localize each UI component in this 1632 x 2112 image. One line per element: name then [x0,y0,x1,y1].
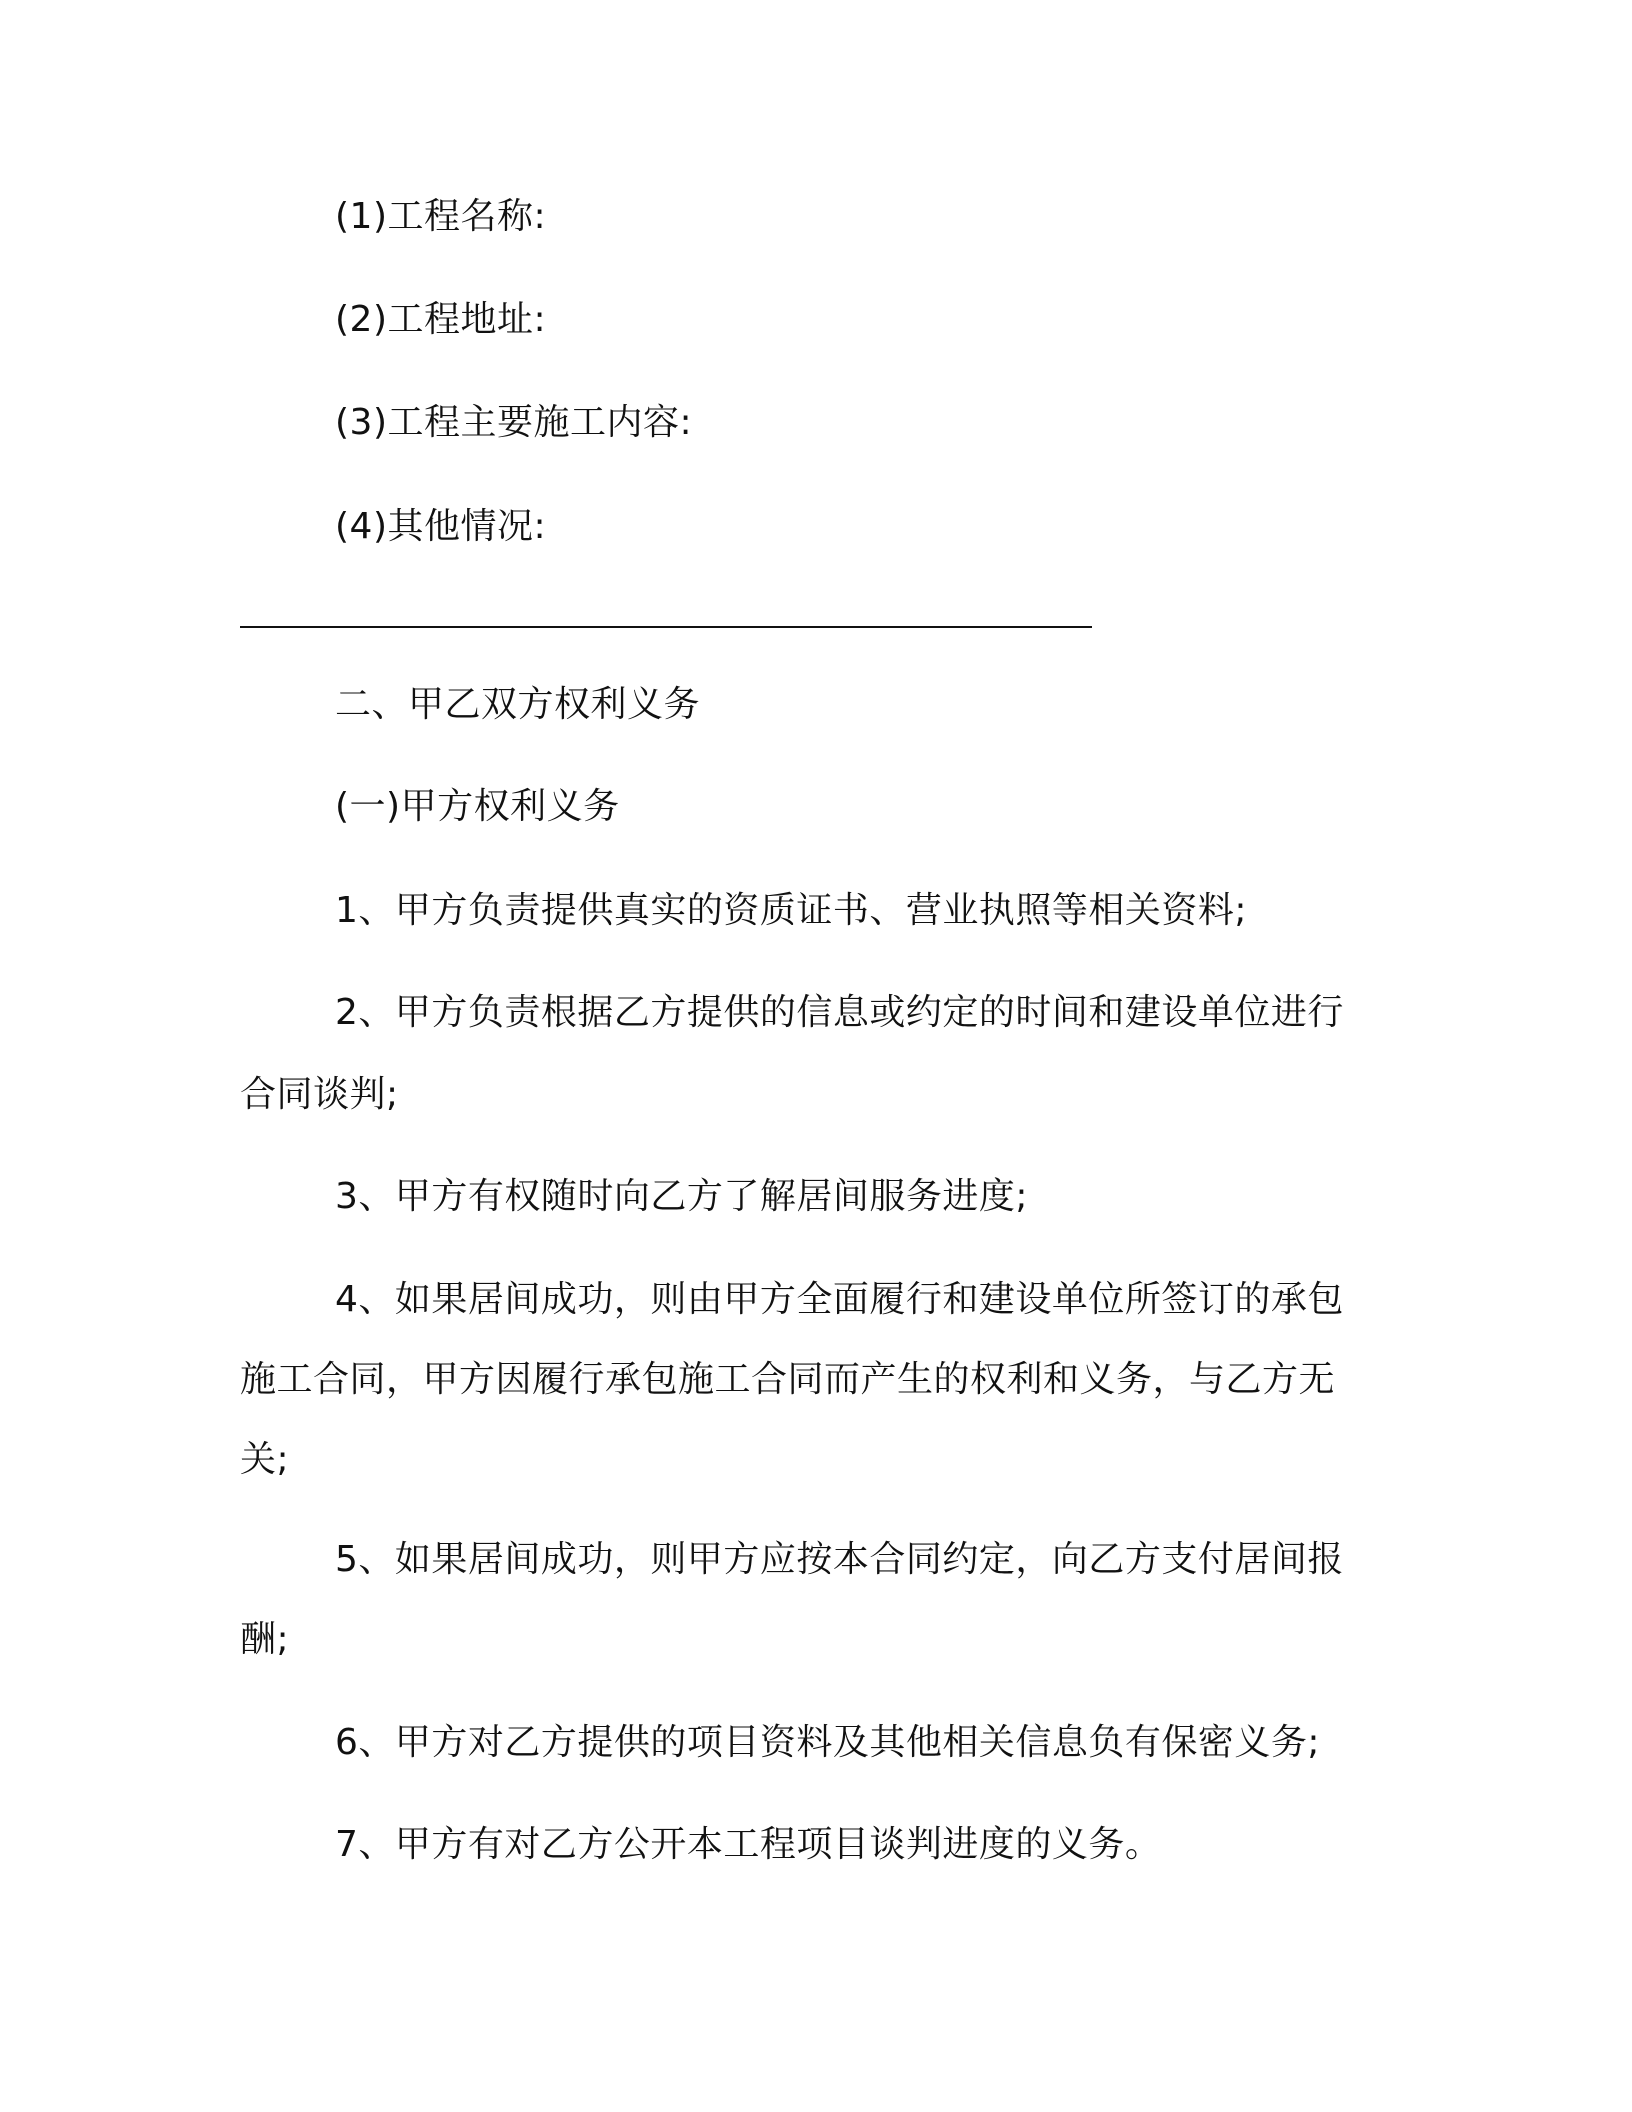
clause-5-line-2: 酬; [240,1619,290,1660]
clause-7: 7、甲方有对乙方公开本工程项目谈判进度的义务。 [335,1824,1162,1865]
clause-2-line-2: 合同谈判; [240,1074,399,1115]
project-address-label: (2)工程地址: [335,299,547,340]
blank-fill-line [240,626,1092,628]
clause-1: 1、甲方负责提供真实的资质证书、营业执照等相关资料; [335,890,1248,931]
project-other-label: (4)其他情况: [335,506,547,547]
clause-6: 6、甲方对乙方提供的项目资料及其他相关信息负有保密义务; [335,1722,1321,1763]
project-content-label: (3)工程主要施工内容: [335,402,693,443]
clause-2-line-1: 2、甲方负责根据乙方提供的信息或约定的时间和建设单位进行 [335,992,1344,1033]
clause-4-line-2: 施工合同，甲方因履行承包施工合同而产生的权利和义务，与乙方无 [240,1359,1336,1400]
clause-4-line-3: 关; [240,1439,290,1480]
section-heading: 二、甲乙双方权利义务 [335,684,701,725]
clause-5-line-1: 5、如果居间成功，则甲方应按本合同约定，向乙方支付居间报 [335,1539,1344,1580]
project-name-label: (1)工程名称: [335,196,547,237]
clause-4-line-1: 4、如果居间成功，则由甲方全面履行和建设单位所签订的承包 [335,1279,1344,1320]
clause-3: 3、甲方有权随时向乙方了解居间服务进度; [335,1176,1029,1217]
subsection-heading: (一)甲方权利义务 [335,786,620,827]
